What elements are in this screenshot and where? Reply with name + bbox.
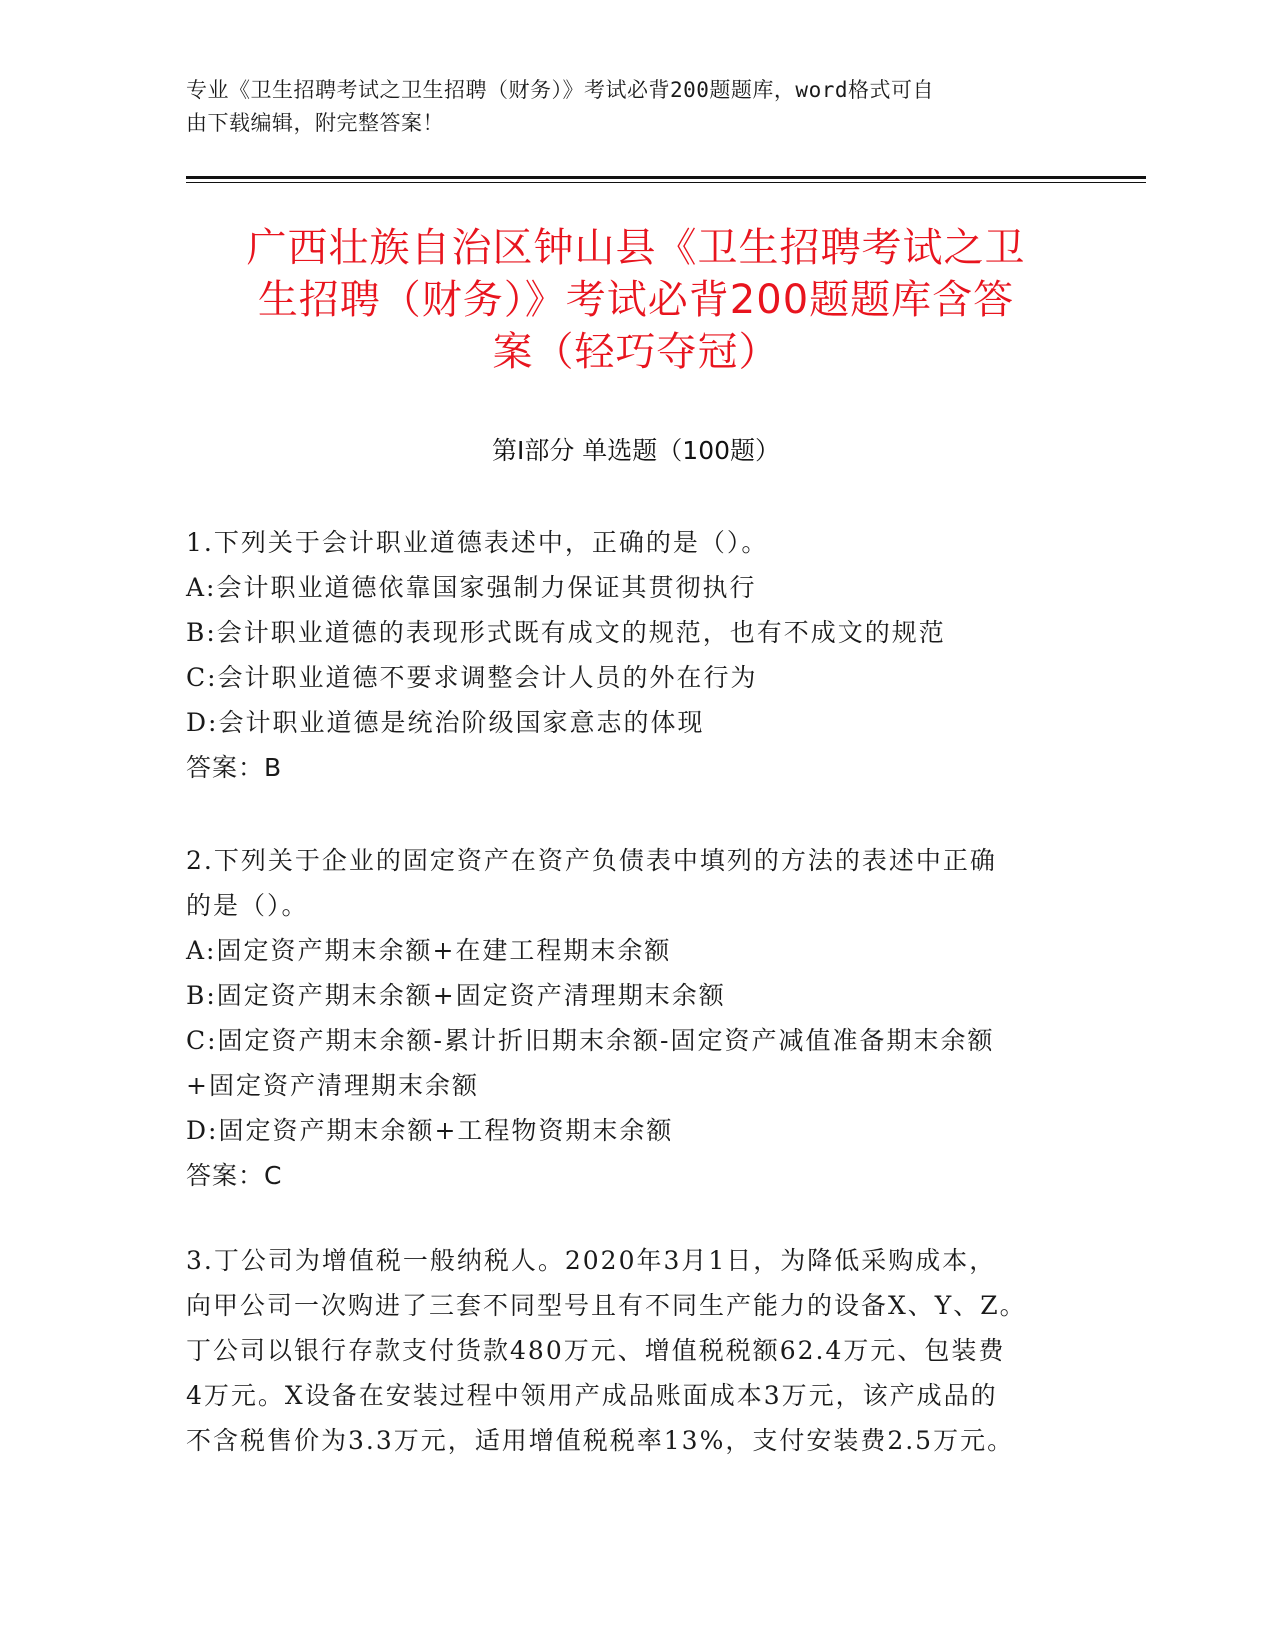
- question-stem: 的是（）。: [186, 891, 309, 920]
- option-a: A:固定资产期末余额+在建工程期末余额: [186, 936, 672, 965]
- header-note-line: 由下载编辑，附完整答案！: [186, 111, 444, 135]
- question-stem: 向甲公司一次购进了三套不同型号且有不同生产能力的设备X、Y、Z。: [186, 1291, 1027, 1320]
- question-1: [186, 520, 1066, 790]
- header-note-line: 专业《卫生招聘考试之卫生招聘（财务）》考试必背200题题库，word格式可自: [186, 78, 934, 102]
- option-d: D:固定资产期末余额+工程物资期末余额: [186, 1116, 674, 1145]
- question-stem: 2.下列关于企业的固定资产在资产负债表中填列的方法的表述中正确: [186, 846, 997, 875]
- question-stem: 不含税售价为3.3万元，适用增值税税率13%，支付安装费2.5万元。: [186, 1426, 1015, 1455]
- option-b: B:固定资产期末余额+固定资产清理期末余额: [186, 981, 726, 1010]
- question-stem: 1.下列关于会计职业道德表述中，正确的是（）。: [186, 528, 769, 557]
- header-divider-thick: [186, 176, 1146, 179]
- question-stem: 4万元。X设备在安装过程中领用产成品账面成本3万元，该产成品的: [186, 1381, 998, 1410]
- title-line: 生招聘（财务）》考试必背200题题库含答: [257, 277, 1015, 323]
- title-line: 广西壮族自治区钟山县《卫生招聘考试之卫: [246, 225, 1026, 271]
- section-title: 第Ⅰ部分 单选题（100题）: [491, 436, 781, 465]
- question-stem: 3.丁公司为增值税一般纳税人。2020年3月1日，为降低采购成本，: [186, 1246, 997, 1275]
- header-divider-thin: [186, 182, 1146, 183]
- document-title: [186, 222, 1086, 378]
- option-a: A:会计职业道德依靠国家强制力保证其贯彻执行: [186, 573, 757, 602]
- option-c: C:会计职业道德不要求调整会计人员的外在行为: [186, 663, 758, 692]
- answer: 答案：C: [186, 1161, 283, 1190]
- title-line: 案（轻巧夺冠）: [492, 329, 780, 375]
- option-c: C:固定资产期末余额-累计折旧期末余额-固定资产减值准备期末余额: [186, 1026, 995, 1055]
- option-c-continued: +固定资产清理期末余额: [186, 1071, 479, 1100]
- option-b: B:会计职业道德的表现形式既有成文的规范，也有不成文的规范: [186, 618, 946, 647]
- header-note: [186, 74, 1086, 140]
- question-3: [186, 1238, 1066, 1463]
- question-2: [186, 838, 1066, 1198]
- option-d: D:会计职业道德是统治阶级国家意志的体现: [186, 708, 705, 737]
- question-stem: 丁公司以银行存款支付货款480万元、增值税税额62.4万元、包装费: [186, 1336, 1006, 1365]
- answer: 答案：B: [186, 753, 283, 782]
